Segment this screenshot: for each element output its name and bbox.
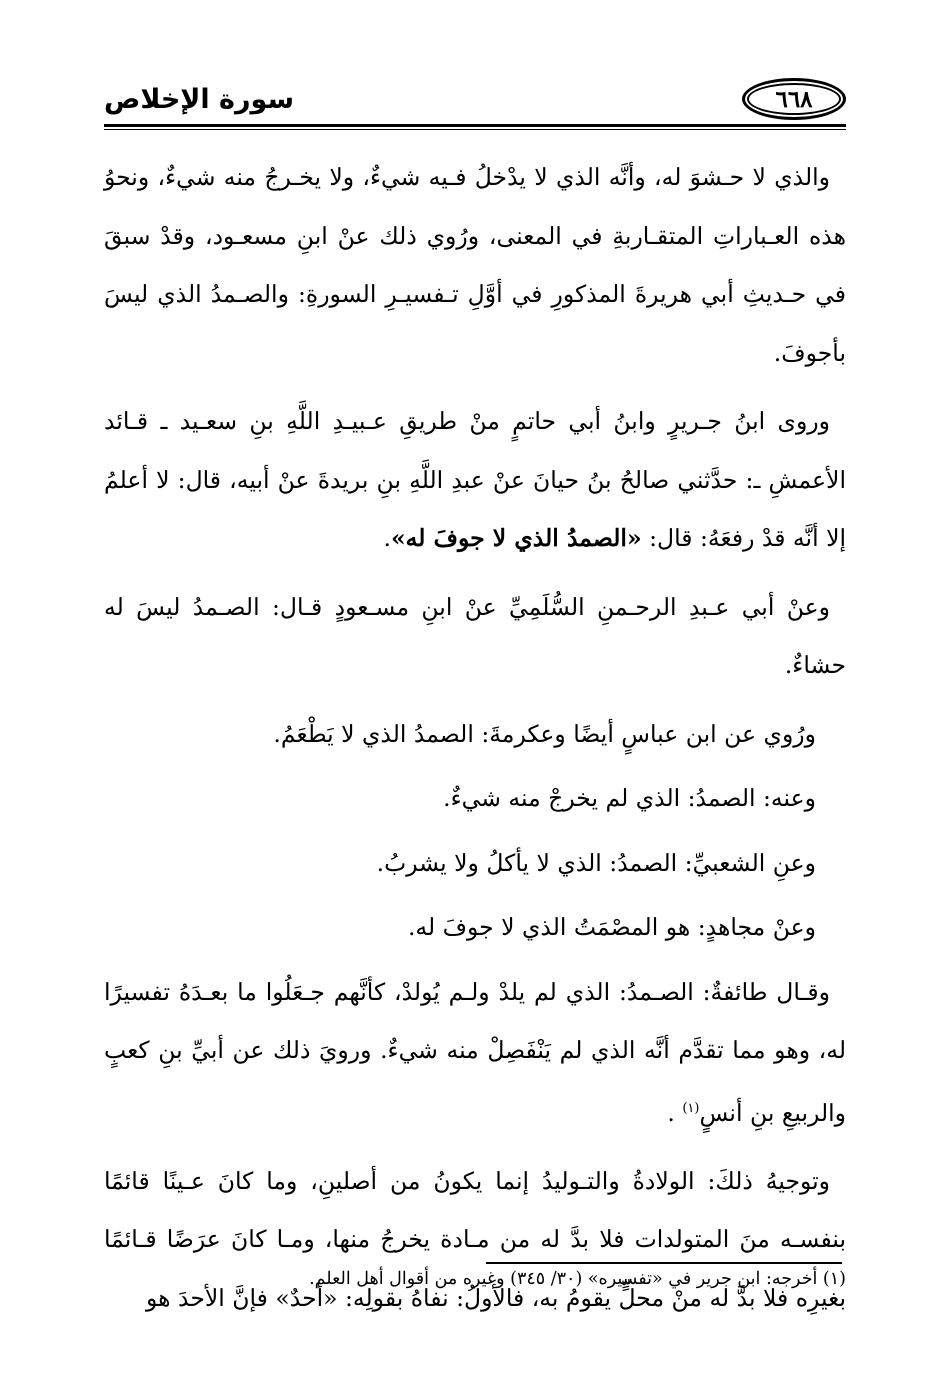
footnote-divider	[486, 1262, 842, 1264]
paragraph-1: والذي لا حـشوَ له، وأنَّه الذي لا يدْخلُ فـيه شيءٌ، ولا يخـرجُ منه شيءٌ، ونحوُ هذه العـباراتِ المتقـاربةِ في المعنى، ورُوي ذلك عنْ ابنِ مسعـود، وقدْ سبقَ في حـديثِ أبي هريرةَ المذكورِ في أوَّلِ تـفسيـرِ السورةِ: والصـمدُ الذي ليسَ بأجوفَ.	[104, 163, 846, 367]
footnote-reference[interactable]: (١)	[682, 1100, 700, 1116]
footnote: (١) أخرجه: ابن جرير في «تفسيره» (٣٠/ ٣٤٥) وغيره من أقوال أهل العلم.	[309, 1269, 846, 1289]
paragraph-2-lead: وروى ابنُ جـريرٍ وابنُ أبي حاتمٍ منْ طريقِ عـبيـدِ اللَّهِ بنِ سعـيد ـ قـائد الأعمشِ ـ: حدَّثني صالحُ بنُ حيانَ عنْ عبدِ اللَّهِ بنِ بريدةَ عنْ أبيه، قال: لا أعلمُ إلا أنَّه قدْ رفعَهُ: قال:	[104, 407, 846, 552]
main-text	[104, 148, 846, 1337]
paragraph-2	[104, 392, 846, 568]
narration-line-2: وعنه: الصمدُ: الذي لم يخرجْ منه شيءٌ.	[443, 784, 816, 812]
surah-title: سورة الإخلاص	[104, 84, 295, 115]
paragraph-4	[104, 963, 846, 1142]
paragraph-2-hadith-quote: «الصمدُ الذي لا جوفَ له»	[390, 524, 642, 552]
header-rule	[104, 124, 846, 130]
paragraph-2-tail: .	[383, 524, 391, 552]
page-number-badge: ٦٦٨	[742, 78, 846, 120]
page-header	[104, 72, 846, 130]
narration-line-1: ورُوي عن ابن عباسٍ أيضًا وعكرمةَ: الصمدُ الذي لا يَطْعَمُ.	[273, 719, 816, 748]
paragraph-4-lead: وقـال طائفةٌ: الصـمدُ: الذي لم يلدْ ولـم يُولدْ، كأنَّهم جـعَلُوا ما بعـدَهُ تفسيرًا له، وهو مما تقدَّم أنَّه الذي لم يَنْفَصِلْ منه شيءٌ. ورويَ ذلك عن أبيِّ بنِ كعبٍ والربيعِ بنِ أنسٍ	[104, 977, 846, 1127]
paragraph-3: وعنْ أبي عـبدِ الرحـمنِ السُّلَمِيِّ عنْ ابنِ مسـعودٍ قـال: الصـمدُ ليسَ له حشاءٌ.	[104, 592, 846, 679]
narration-line-4: وعنْ مجاهدٍ: هو المصْمَتُ الذي لا جوفَ له.	[407, 913, 816, 941]
narration-line-3: وعنِ الشعبيِّ: الصمدُ: الذي لا يأكلُ ولا يشربُ.	[376, 848, 816, 877]
paragraph-4-tail: .	[667, 1098, 683, 1127]
paragraph-5: وتوجيهُ ذلكَ: الولادةُ والتـوليدُ إنما يكونُ من أصلينِ، وما كانَ عـينًا قائمًا بنفسـه منَ المتولدات فلا بدَّ له من مـادة يخرجُ منها، ومـا كانَ عرَضًا قـائمًا بغيرِه فلا بدَّ له منْ محلٍّ يقومُ به، فالأولُ: نفاهُ بقولِه: «أحدٌ» فإنَّ الأحدَ هو	[104, 1166, 846, 1312]
